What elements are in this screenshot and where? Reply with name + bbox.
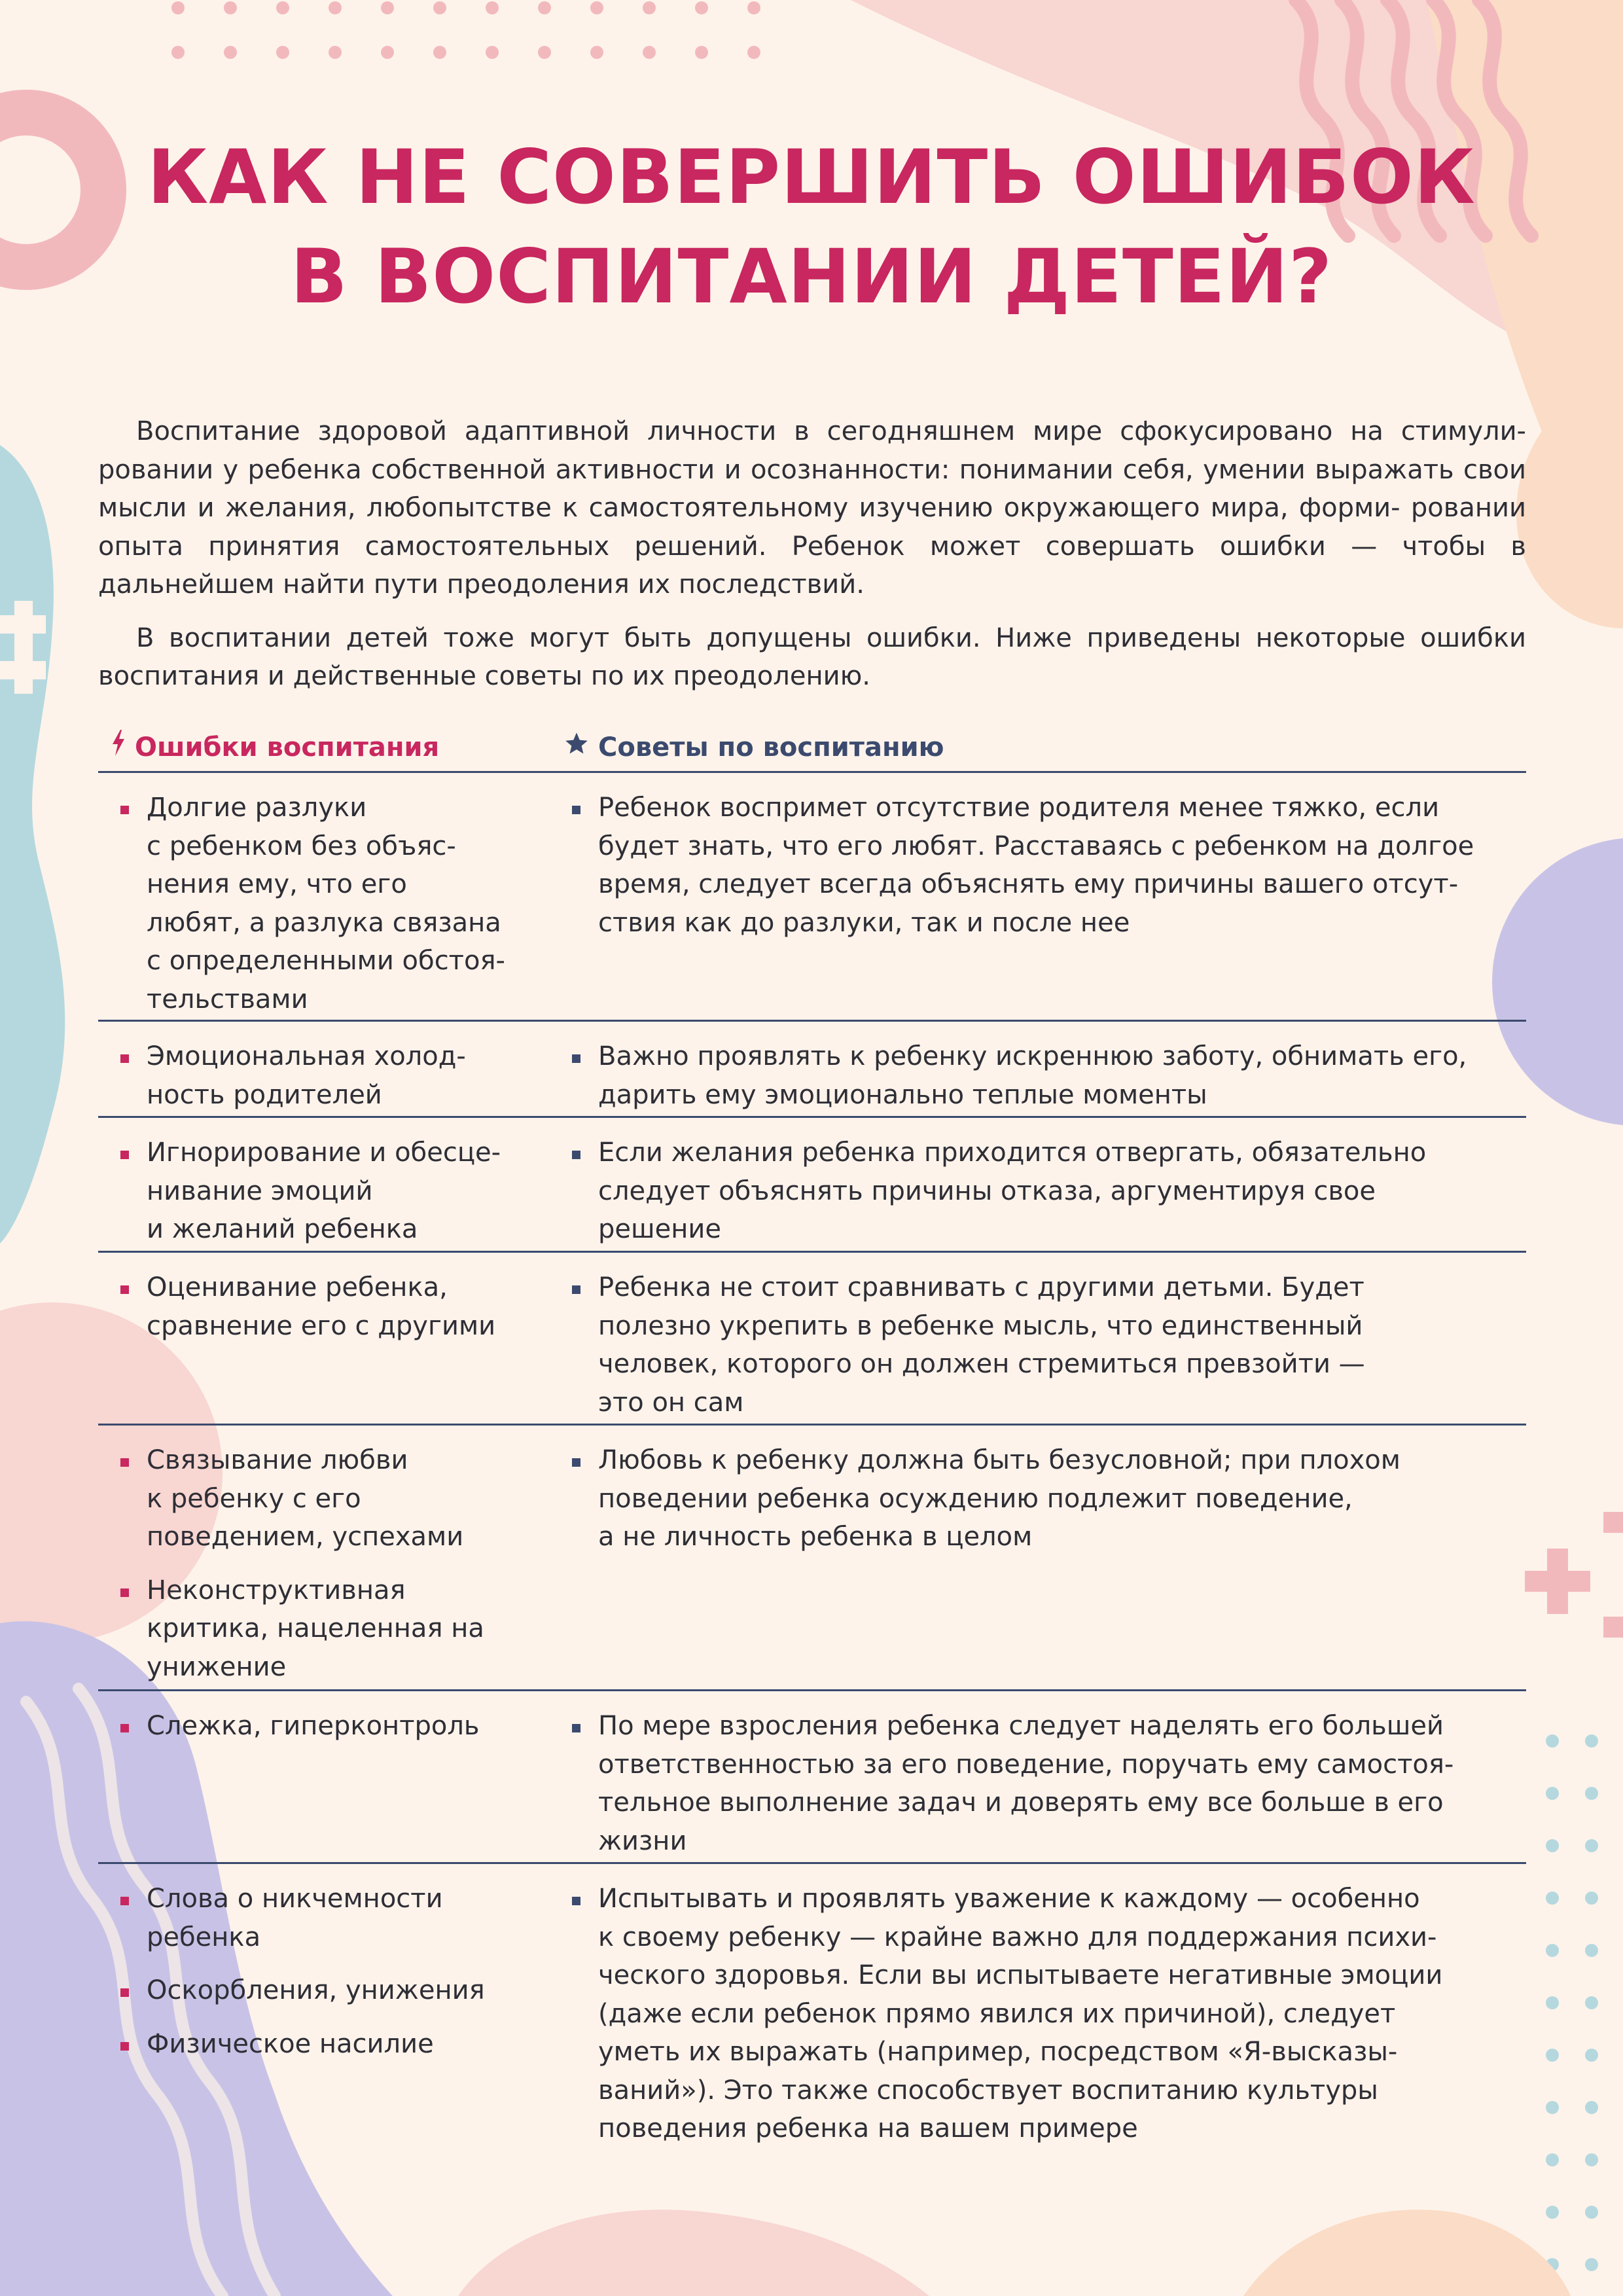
table-row [98, 1118, 1526, 1253]
advice-line: ческого здоровья. Если вы испытываете негативные эмоции [598, 1960, 1443, 1990]
header-mistakes-label: Ошибки воспитания [135, 732, 440, 762]
advice-line: поведения ребенка на вашем примере [598, 2113, 1138, 2144]
mistakes-cell [118, 1707, 537, 1746]
mistakes-cell [118, 1441, 537, 1686]
mistakes-cell [118, 1134, 537, 1249]
mistake-item [118, 1707, 537, 1746]
mistake-line: тельствами [147, 984, 308, 1014]
advice-item [569, 1707, 1512, 1860]
mistake-line: к ребенку с его [147, 1483, 361, 1514]
advice-line: будет знать, что его любят. Расставаясь с ребенком на долгое [598, 831, 1474, 861]
mistakes-cell [118, 789, 537, 1018]
intro-paragraph-2 [98, 619, 1526, 696]
table-header [98, 728, 1526, 773]
mistake-item [118, 1441, 537, 1556]
mistake-line: унижение [147, 1651, 287, 1682]
mistake-line: поведением, успехами [147, 1522, 464, 1552]
table-row [98, 1426, 1526, 1691]
advice-item [569, 1880, 1512, 2148]
advice-table [98, 728, 1526, 2165]
advice-cell [569, 1134, 1512, 1249]
title-line-1: КАК НЕ СОВЕРШИТЬ ОШИБОК [147, 134, 1476, 221]
advice-line: полезно укрепить в ребенке мысль, что единственный [598, 1310, 1363, 1341]
mistake-line: Оскорбления, унижения [147, 1975, 485, 2005]
advice-cell [569, 1268, 1512, 1422]
page-title [98, 128, 1525, 327]
mistake-line: нения ему, что его [147, 869, 407, 899]
advice-line: дарить ему эмоционально теплые моменты [598, 1079, 1207, 1110]
header-advice [564, 728, 944, 767]
mistake-item [118, 1134, 537, 1249]
mistake-item [118, 1037, 537, 1114]
advice-line: ответственностью за его поведение, поручать ему самостоя- [598, 1749, 1454, 1780]
advice-item [569, 1268, 1512, 1422]
mistake-line: нивание эмоций [147, 1175, 373, 1206]
advice-line: поведении ребенка осуждению подлежит поведение, [598, 1483, 1353, 1514]
mistake-line: Слова о никчемности [147, 1884, 443, 1914]
mistake-line: и желаний ребенка [147, 1214, 418, 1244]
mistake-item [118, 1571, 537, 1687]
intro-paragraph-1 [98, 412, 1526, 604]
mistakes-cell [118, 1880, 537, 2063]
mistake-line: Эмоциональная холод- [147, 1041, 466, 1071]
advice-line: к своему ребенку — крайне важно для поддержания психи- [598, 1922, 1437, 1952]
mistake-line: Долгие разлуки [147, 793, 367, 823]
advice-cell [569, 1707, 1512, 1860]
advice-line: а не личность ребенка в целом [598, 1522, 1033, 1552]
advice-item [569, 1037, 1512, 1114]
table-row [98, 1691, 1526, 1864]
table-row [98, 773, 1526, 1022]
mistake-line: Связывание любви [147, 1445, 408, 1475]
advice-line: тельное выполнение задач и доверять ему все больше в его [598, 1787, 1444, 1818]
mistake-line: Слежка, гиперконтроль [147, 1711, 480, 1741]
mistake-line: Оценивание ребенка, [147, 1272, 448, 1302]
mistake-line: Неконструктивная [147, 1575, 406, 1605]
advice-line: решение [598, 1214, 721, 1244]
mistake-item [118, 1268, 537, 1345]
advice-line: это он сам [598, 1387, 744, 1418]
advice-line: следует объяснять причины отказа, аргументируя свое [598, 1175, 1376, 1206]
advice-line: уметь их выражать (например, посредством «Я-высказы- [598, 2037, 1398, 2067]
intro-p1-line: Воспитание здоровой адаптивной личности в сегодняшнем мире сфокусировано на стимули- [136, 416, 1526, 446]
mistake-line: критика, нацеленная на [147, 1613, 484, 1643]
mistake-item [118, 2025, 537, 2064]
mistake-line: ребенка [147, 1922, 261, 1952]
advice-cell [569, 1037, 1512, 1114]
intro-p1-line: ровании у ребенка собственной активности и осознанности: понимании себя, умении выражать [98, 454, 1454, 485]
advice-cell [569, 789, 1512, 942]
intro-p1-line: ровании опыта принятия самостоятельных решений. Ребенок может совершать ошибки — чтобы [98, 493, 1526, 562]
intro-p1-line: в дальнейшем найти пути преодоления их последствий. [98, 531, 1526, 600]
advice-line: Важно проявлять к ребенку искреннюю заботу, обнимать его, [598, 1041, 1467, 1071]
advice-line: человек, которого он должен стремиться превзойти — [598, 1349, 1365, 1379]
mistake-line: Игнорирование и обесце- [147, 1138, 501, 1168]
table-row [98, 1022, 1526, 1118]
advice-cell [569, 1441, 1512, 1556]
mistake-item [118, 1971, 537, 2010]
advice-line: (даже если ребенок прямо явился их причиной), следует [598, 1998, 1396, 2029]
advice-line: ваний»). Это также способствует воспитанию культуры [598, 2075, 1378, 2106]
mistakes-cell [118, 1268, 537, 1345]
star-icon [564, 728, 589, 767]
advice-line: Ребенка не стоит сравнивать с другими детьми. Будет [598, 1272, 1364, 1302]
mistake-line: с ребенком без объяс- [147, 831, 456, 861]
advice-line: Испытывать и проявлять уважение к каждому — особенно [598, 1884, 1420, 1914]
advice-item [569, 1441, 1512, 1556]
lightning-icon [111, 728, 126, 767]
advice-cell [569, 1880, 1512, 2148]
advice-line: жизни [598, 1825, 687, 1856]
advice-line: ствия как до разлуки, так и после нее [598, 907, 1130, 938]
mistake-line: сравнение его с другими [147, 1310, 496, 1341]
mistake-line: Физическое насилие [147, 2028, 434, 2059]
advice-line: По мере взросления ребенка следует наделять его большей [598, 1711, 1444, 1741]
header-advice-label: Советы по воспитанию [598, 732, 944, 762]
table-row [98, 1864, 1526, 2165]
advice-item [569, 1134, 1512, 1249]
header-mistakes [111, 728, 439, 767]
mistake-line: ность родителей [147, 1079, 382, 1110]
advice-line: Ребенок воспримет отсутствие родителя менее тяжко, если [598, 793, 1440, 823]
mistakes-cell [118, 1037, 537, 1114]
advice-line: время, следует всегда объяснять ему причины вашего отсут- [598, 869, 1459, 899]
mistake-item [118, 1880, 537, 1956]
advice-item [569, 789, 1512, 942]
mistake-line: любят, а разлука связана [147, 907, 501, 938]
intro-p2-line: воспитания и действенные советы по их преодолению. [98, 661, 871, 691]
intro-p1-line: свои мысли и желания, любопытстве к самостоятельному изучению окружающего мира, форми- [98, 454, 1526, 523]
advice-line: Любовь к ребенку должна быть безусловной; при плохом [598, 1445, 1400, 1475]
table-row [98, 1253, 1526, 1426]
intro-text [98, 412, 1526, 696]
intro-p2-line: В воспитании детей тоже могут быть допущены ошибки. Ниже приведены некоторые ошибки [136, 622, 1526, 653]
title-line-2: В ВОСПИТАНИИ ДЕТЕЙ? [290, 233, 1333, 320]
mistake-line: с определенными обстоя- [147, 946, 505, 976]
advice-line: Если желания ребенка приходится отвергать, обязательно [598, 1138, 1427, 1168]
mistake-item [118, 789, 537, 1018]
